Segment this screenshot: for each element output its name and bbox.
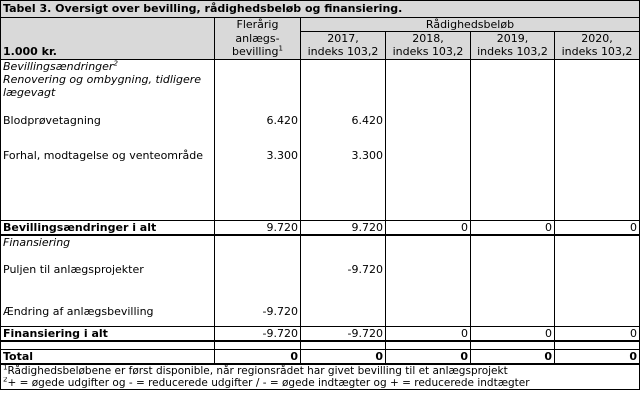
cell-2018: 0 bbox=[386, 350, 471, 365]
cell-2019 bbox=[471, 149, 555, 163]
table-row bbox=[1, 149, 640, 163]
row-label: Blodprøvetagning bbox=[1, 114, 215, 128]
title-row bbox=[1, 1, 640, 18]
footnote-1 bbox=[1, 364, 640, 377]
cell-2020 bbox=[555, 263, 640, 277]
cell-2017: 6.420 bbox=[301, 114, 386, 128]
footnote-row bbox=[1, 377, 640, 390]
row-label: Finansiering i alt bbox=[1, 326, 215, 341]
footnote-row bbox=[1, 364, 640, 377]
cell-2018 bbox=[386, 114, 471, 128]
header-empty-cell bbox=[1, 32, 215, 46]
row-label: Forhal, modtagelse og venteområde bbox=[1, 149, 215, 163]
cell-2019: 0 bbox=[471, 350, 555, 365]
cell-2020: 0 bbox=[555, 350, 640, 365]
table-row bbox=[1, 305, 640, 319]
header-index-2018: indeks 103,2 bbox=[386, 45, 471, 59]
section-label-bevilling bbox=[1, 59, 215, 73]
section-row-finansiering bbox=[1, 235, 640, 249]
header-year-2020: 2020, bbox=[555, 32, 640, 46]
footnote-text: Rådighedsbeløbene er først disponible, når regionsrådet har givet bevilling til et anlægsprojekt bbox=[7, 365, 508, 377]
row-label: Total bbox=[1, 350, 215, 365]
header-flerarig-line1: Flerårig bbox=[215, 18, 301, 32]
header-row-3 bbox=[1, 45, 640, 59]
cell-2020 bbox=[555, 114, 640, 128]
footnote-ref-2: 2 bbox=[113, 59, 118, 67]
cell-2018 bbox=[386, 149, 471, 163]
cell-flerarig: 0 bbox=[215, 350, 301, 365]
subsection-label: Renovering og ombygning, tidligere lægevagt bbox=[1, 73, 215, 100]
cell-2019: 0 bbox=[471, 326, 555, 341]
cell-2017: 0 bbox=[301, 350, 386, 365]
header-row-2 bbox=[1, 32, 640, 46]
cell-2018 bbox=[386, 305, 471, 319]
header-year-2017: 2017, bbox=[301, 32, 386, 46]
table-row bbox=[1, 263, 640, 277]
header-year-2018: 2018, bbox=[386, 32, 471, 46]
cell-2018: 0 bbox=[386, 221, 471, 236]
section-row-bevilling bbox=[1, 59, 640, 73]
header-index-2020: indeks 103,2 bbox=[555, 45, 640, 59]
cell-flerarig: -9.720 bbox=[215, 326, 301, 341]
cell-flerarig: 9.720 bbox=[215, 221, 301, 236]
cell-2019 bbox=[471, 305, 555, 319]
cell-2020 bbox=[555, 305, 640, 319]
header-unit: 1.000 kr. bbox=[1, 45, 215, 59]
subtotal-row-finansiering bbox=[1, 326, 640, 341]
header-flerarig-line2: anlægs- bbox=[215, 32, 301, 46]
cell-2017: -9.720 bbox=[301, 263, 386, 277]
footnote-mark: 2 bbox=[3, 377, 8, 384]
cell-2017 bbox=[301, 305, 386, 319]
cell-flerarig: 3.300 bbox=[215, 149, 301, 163]
cell-2017: -9.720 bbox=[301, 326, 386, 341]
header-index-2019: indeks 103,2 bbox=[471, 45, 555, 59]
cell-2017: 3.300 bbox=[301, 149, 386, 163]
header-empty-cell bbox=[1, 18, 215, 32]
footnote-mark: 1 bbox=[3, 364, 8, 372]
cell-flerarig: 6.420 bbox=[215, 114, 301, 128]
row-label: Bevillingsændringer i alt bbox=[1, 221, 215, 236]
footnote-ref-1: 1 bbox=[278, 45, 283, 53]
header-radighed: Rådighedsbeløb bbox=[301, 18, 640, 32]
cell-2019 bbox=[471, 114, 555, 128]
header-flerarig-line3-text: bevilling bbox=[232, 45, 279, 58]
section-label-finansiering: Finansiering bbox=[1, 235, 215, 249]
cell-flerarig bbox=[215, 263, 301, 277]
subtotal-row-bevilling bbox=[1, 221, 640, 236]
header-index-2017: indeks 103,2 bbox=[301, 45, 386, 59]
cell-2018: 0 bbox=[386, 326, 471, 341]
cell-2019 bbox=[471, 263, 555, 277]
footnote-2 bbox=[1, 377, 640, 390]
cell-2020: 0 bbox=[555, 326, 640, 341]
cell-2019: 0 bbox=[471, 221, 555, 236]
row-label: Ændring af anlægsbevilling bbox=[1, 305, 215, 319]
table-title: Tabel 3. Oversigt over bevilling, rådighedsbeløb og finansiering. bbox=[1, 1, 640, 18]
header-row-1 bbox=[1, 18, 640, 32]
header-flerarig-line3 bbox=[215, 45, 301, 59]
cell-2020: 0 bbox=[555, 221, 640, 236]
grand-total-row bbox=[1, 350, 640, 365]
header-year-2019: 2019, bbox=[471, 32, 555, 46]
cell-flerarig: -9.720 bbox=[215, 305, 301, 319]
section-label-bevilling-text: Bevillingsændringer bbox=[3, 59, 114, 73]
row-label: Puljen til anlægsprojekter bbox=[1, 263, 215, 277]
cell-2017: 9.720 bbox=[301, 221, 386, 236]
table-row bbox=[1, 114, 640, 128]
cell-2018 bbox=[386, 263, 471, 277]
subsection-row bbox=[1, 73, 640, 100]
cell-2020 bbox=[555, 149, 640, 163]
footnote-text: + = øgede udgifter og - = reducerede udgifter / - = øgede indtægter og + = reducerede indtægter bbox=[7, 377, 530, 389]
